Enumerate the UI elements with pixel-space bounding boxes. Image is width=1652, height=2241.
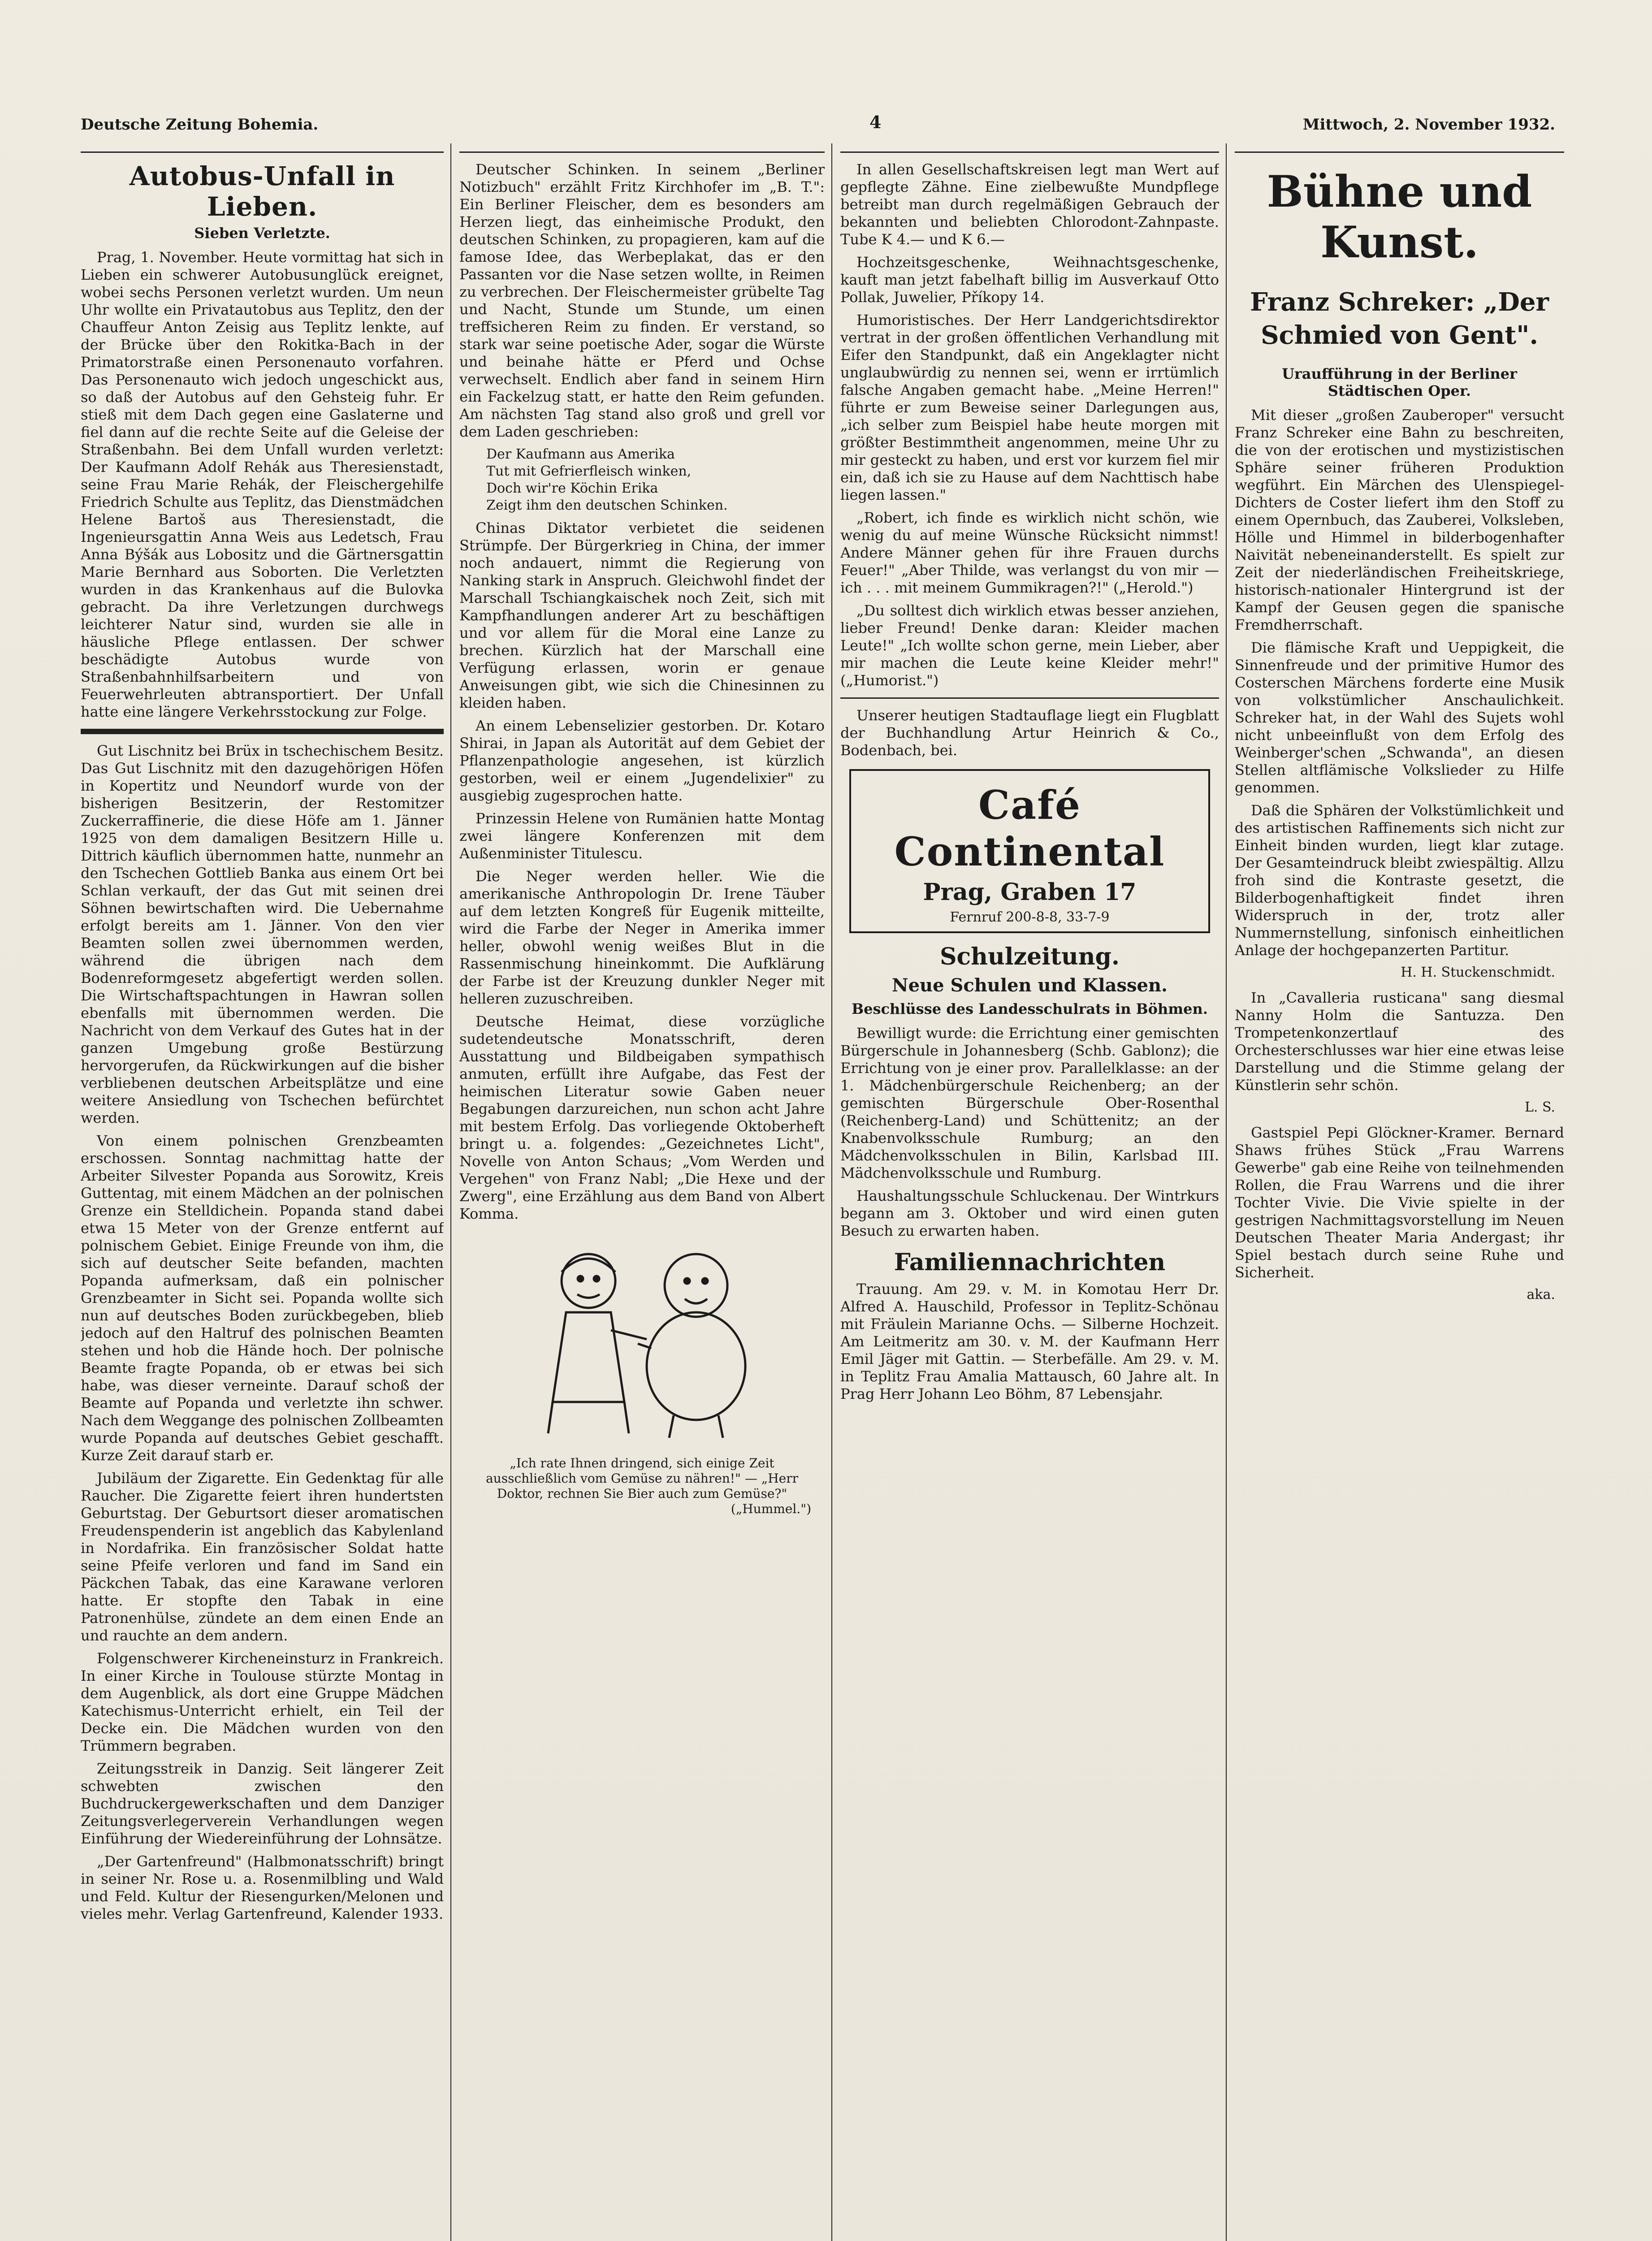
verse: Der Kaufmann aus Amerika Tut mit Gefrierfleisch winken, Doch wir're Köchin Erika Zeigt ihm den deutschen Schinken. xyxy=(486,446,728,513)
top-rule xyxy=(1235,151,1564,153)
author-signature: L. S. xyxy=(1524,1099,1555,1115)
article-body: Zeitungsstreik in Danzig. Seit längerer Zeit schwebten zwischen den Buchdruckergewerkschaften und dem Danziger Zeitungsverlegerverein Verhandlungen wegen Einführung der Wiedereinführung der Lohnsätze. xyxy=(81,1760,444,1847)
cartoon-illustration xyxy=(503,1232,781,1447)
column-rule xyxy=(450,143,451,2241)
article-body: Deutscher Schinken. In seinem „Berliner Notizbuch" erzählt Fritz Kirchhofer im „B. T.": Ein Berliner Fleischer, dem es besonders am Herzen liegt, das einheimische Produkt, den deutschen Schinken, zu propagieren, kam auf die famose Idee, das Werbeplakat, das er den Passanten vor die Nase setzen wollte, in Reimen zu verbrechen. Der Fleischermeister grübelte Tag und Nacht, Stunde um Stunde, um einen treffsicheren Reim zu finden. Er verstand, so stark war seine poetische Ader, sogar die Würste und beinahe hätte er Pferd und Ochse verwechselt. Endlich aber fand in seinem Hirn ein Fackelzug statt, er hatte den Reim gefunden. Am nächsten Tag stand also groß und grell vor dem Laden geschrieben: xyxy=(459,161,825,440)
column-rule xyxy=(831,143,832,2241)
column-2 xyxy=(459,143,825,2241)
author-signature: H. H. Stuckenschmidt. xyxy=(1401,965,1555,980)
cafe-advertisement xyxy=(849,769,1210,933)
column-rule xyxy=(1226,143,1227,2241)
review-subtitle: Uraufführung in der Berliner Städtischen Oper. xyxy=(1282,365,1517,399)
article-body: Trauung. Am 29. v. M. in Komotau Herr Dr. Alfred A. Hauschild, Professor in Teplitz-Schönau mit Fräulein Marianne Ochs. — Silberne Hochzeit. Am Leitmeritz am 30. v. M. der Kaufmann Herr Emil Jäger mit Gattin. — Sterbefälle. Am 29. v. M. in Teplitz Frau Amalia Mattausch, 60 Jahre alt. In Prag Herr Johann Leo Böhm, 87 Lebensjahr. xyxy=(840,1281,1219,1402)
column-3 xyxy=(840,143,1219,2241)
article-body: An einem Lebenselizier gestorben. Dr. Kotaro Shirai, in Japan als Autorität auf dem Gebiet der Pflanzenpathologie angesehen, ist kürzlich gestorben, weil er einem „Jugendelixier" zu ausgiebig zugesprochen hatte. xyxy=(459,717,825,804)
advert-text: In allen Gesellschaftskreisen legt man Wert auf gepflegte Zähne. Eine zielbewußte Mundpflege betreibt man durch regelmäßigen Gebrauch der bekannten und beliebten Chlorodont-Zahnpaste. Tube K 4.— und K 6.— xyxy=(840,161,1219,248)
article-body: Bewilligt wurde: die Errichtung einer gemischten Bürgerschule in Johannesberg (Schb. Gablonz); die Errichtung von je einer prov. Parallelklasse: an der 1. Mädchenbürgerschule Reichenberg; an der gemischten Bürgerschule Ober-Rosenthal (Reichenberg-Land) und Schüttenitz; an der Knabenvolksschule Rumburg; an den Mädchenvolksschulen in Bilin, Karlsbad III. Mädchenvolksschule und Rumburg. xyxy=(840,1025,1219,1181)
review-title: Franz Schreker: „Der Schmied von Gent". xyxy=(1250,287,1549,350)
cartoon-source: („Hummel.") xyxy=(731,1501,811,1516)
article-body: Folgenschwerer Kircheneinsturz in Frankreich. In einer Kirche in Toulouse stürzte Montag in dem Augenblick, als dort eine Gruppe Mädchen Katechismus-Unterricht erhielt, ein Teil der Decke ein. Die Mädchen wurden von den Trümmern begraben. xyxy=(81,1650,444,1754)
top-rule xyxy=(840,151,1219,153)
advert-street: Prag, Graben 17 xyxy=(923,878,1137,906)
section-divider xyxy=(840,697,1219,699)
article-body: Deutsche Heimat, diese vorzügliche sudetendeutsche Monatsschrift, deren Ausstattung und Bildbeigaben sympathisch anmuten, erfüllt ihre Aufgabe, das Fest der heimischen Literatur sowie Gaben neuer Begabungen darzureichen, nun schon acht Jahre mit bestem Erfolg. Das vorliegende Oktoberheft bringt u. a. folgendes: „Gezeichnetes Licht", Novelle von Anton Schaus; „Vom Werden und Vergehen" von Franz Nabl; „Die Hexe und der Zwerg", eine Erzählung aus dem Band von Albert Komma. xyxy=(459,1013,825,1222)
column-4 xyxy=(1235,143,1564,2241)
section-note: Beschlüsse des Landesschulrats in Böhmen. xyxy=(852,1000,1208,1017)
article-body: „Robert, ich finde es wirklich nicht schön, wie wenig du auf meine Wünsche Rücksicht nimmst! Andere Männer gehen für ihre Frauen durchs Feuer!" „Aber Thilde, was verlangst du von mir — ich . . . mit meinem Gummikragen?!" („Herold.") xyxy=(840,509,1219,596)
section-heading: Familiennachrichten xyxy=(894,1249,1166,1276)
article-body: „Du solltest dich wirklich etwas besser anziehen, lieber Freund! Denke daran: Kleider machen Leute!" „Ich wollte schon gerne, mein Lieber, aber mir machen die Leute keine Kleider mehr!" („Humorist.") xyxy=(840,602,1219,689)
article-body: Die flämische Kraft und Ueppigkeit, die Sinnenfreude und der primitive Humor des Costerschen Märchens forderte eine Musik von volkstümlicher Anschaulichkeit. Schreker hat, in der Wahl des Sujets wohl nicht unbeeinflußt von dem Erfolg des Weinberger'schen „Schwanda", an diesen Stellen altflämische Volkslieder zu Hilfe genommen. xyxy=(1235,639,1564,796)
article-body: Daß die Sphären der Volkstümlichkeit und des artistischen Raffinements sich nicht zur Einheit binden wurden, liegt klar zutage. Der Gesamteindruck bleibt zwiespältig. Allzu froh sind die Kontraste gesetzt, die Bilderbogenhaftigkeit findet ihren Widerspruch in der, trotz aller Nummernstellung, sinfonisch einheitlichen Anlage der hochgepanzerten Partitur. xyxy=(1235,802,1564,959)
article-body: In „Cavalleria rusticana" sang diesmal Nanny Holm die Santuzza. Den Trompetenkonzertlauf des Orchesterschlusses war hier eine etwas leise Darstellung und die Stimme gelang der Künstlerin sehr schön. xyxy=(1235,989,1564,1094)
notice-text: Unserer heutigen Stadtauflage liegt ein Flugblatt der Buchhandlung Artur Heinrich & Co., Bodenbach, bei. xyxy=(840,707,1219,759)
column-1 xyxy=(81,143,444,2241)
section-title: Bühne und Kunst. xyxy=(1267,166,1532,268)
article-body: Haushaltungsschule Schluckenau. Der Wintrkurs begann am 3. Oktober und wird einen guten Besuch zu erwarten haben. xyxy=(840,1187,1219,1239)
advert-text: Hochzeitsgeschenke, Weihnachtsgeschenke, kauft man jetzt fabelhaft billig im Ausverkauf Otto Pollak, Juwelier, Příkopy 14. xyxy=(840,254,1219,306)
article-title: Autobus-Unfall in Lieben. xyxy=(129,161,395,222)
article-body: Prinzessin Helene von Rumänien hatte Montag zwei längere Konferenzen mit dem Außenminister Titulescu. xyxy=(459,810,825,862)
article-body: Mit dieser „großen Zauberoper" versucht Franz Schreker eine Bahn zu beschreiten, die von der erotischen und mystizistischen Sphäre seiner früheren Produktion wegführt. Ein Märchen des Ulenspiegel-Dichters de Coster liefert ihm den Stoff zu einem Opernbuch, das Zauberei, Volksleben, Hölle und Himmel in bilderbogenhafter Naivität nebeneinanderstellt. Es spielt zur Zeit der niederländischen Freiheitskriege, historisch-nationaler Hintergrund ist der Kampf der Geusen gegen die spanische Fremdherrschaft. xyxy=(1235,407,1564,633)
top-rule xyxy=(81,151,444,153)
section-heading: Schulzeitung. xyxy=(939,943,1120,970)
article-body: Gut Lischnitz bei Brüx in tschechischem Besitz. Das Gut Lischnitz mit den dazugehörigen Höfen in Kopertitz und Neundorf wurde von der bisherigen Besitzerin, der Restomitzer Zuckerraffinerie, die diese Höfe am 1. Jänner 1925 von dem damaligen Besitzern Hille u. Dittrich käuflich übernommen hatte, nunmehr an den Tschechen Gottlieb Banka aus einem Ort bei Schlan verkauft, der das Gut mit seinen drei Söhnen bewirtschaften wird. Die Uebernahme erfolgt bereits am 1. Jänner. Von den vier Beamten sollen zwei übernommen werden, während die übrigen nach dem Bodenreformgesetz abgefertigt werden sollen. Die Wirtschaftspachtungen in Hawran sollen ebenfalls mit übernommen werden. Die Nachricht von dem Verkauf des Gutes hat in der ganzen Umgebung große Bestürzung hervorgerufen, da Rückwirkungen auf die bisher verbliebenen deutschen Arbeitsplätze und eine weitere Ansiedlung von Tschechen befürchtet werden. xyxy=(81,742,444,1126)
section-divider xyxy=(81,729,444,734)
article-body: Prag, 1. November. Heute vormittag hat sich in Lieben ein schwerer Autobusunglück ereignet, wobei sechs Personen verletzt wurden. Um neun Uhr wollte ein Privatautobus aus Teplitz, den der Chauffeur Anton Zeisig aus Teplitz lenkte, auf der Brücke über den Rokitka-Bach in der Primatorstraße einen Personenauto vorfahren. Das Personenauto wich jedoch ungeschickt aus, so daß der Autobus auf den Gehsteig fuhr. Er stieß mit dem Dach gegen eine Gaslaterne und fiel dann auf die rechte Seite auf die Geleise der Straßenbahn. Bei dem Unfall wurden verletzt: Der Kaufmann Adolf Rehák aus Theresienstadt, seine Frau Marie Rehák, der Fleischergehilfe Friedrich Schulte aus Teplitz, das Dienstmädchen Helene Bartoš aus Theresienstadt, die Ingenieursgattin Anna Weis aus Ledetsch, Frau Anna Býšák aus Lobositz und die Gärtnersgattin Marie Bernhard aus Soborten. Die Verletzten wurden in das Krankenhaus auf die Bulovka gebracht. Da ihre Verletzungen durchwegs leichterer Natur sind, wurden sie alle in häusliche Pflege entlassen. Der schwer beschädigte Autobus wurde von Straßenbahnhilfsarbeitern und von Feuerwehrleuten abtransportiert. Der Unfall hatte eine längere Verkehrsstockung zur Folge. xyxy=(81,249,444,720)
cartoon-caption: „Ich rate Ihnen dringend, sich einige Zeit ausschließlich vom Gemüse zu nähren!" — „Herr Doktor, rechnen Sie Bier auch zum Gemüse?" xyxy=(485,1456,798,1501)
article-body: Von einem polnischen Grenzbeamten erschossen. Sonntag nachmittag hatte der Arbeiter Silvester Popanda aus Sorowitz, Kreis Guttentag, mit einem Mädchen an der polnischen Grenze ein Stelldichein. Popanda stand dabei etwa 15 Meter von der Grenze entfernt auf polnischem Gebiet. Einige Freunde von ihm, die sich auf deutscher Seite befanden, machten Popanda aufmerksam, daß ein polnischer Grenzbeamter in Sicht sei. Popanda wollte sich nun auf deutsches Boden zurückbegeben, blieb jedoch auf den Haltruf des polnischen Beamten stehen und hob die Hände hoch. Der polnische Beamte fragte Popanda, ob er etwas bei sich habe, was dieser verneinte. Darauf schoß der Beamte auf Popanda und verletzte ihn schwer. Nach dem Weggange des polnischen Zollbeamten wurde Popanda auf deutsches Gebiet geschafft. Kurze Zeit darauf starb er. xyxy=(81,1132,444,1464)
article-body: Chinas Diktator verbietet die seidenen Strümpfe. Der Bürgerkrieg in China, der immer noch andauert, nimmt die Regierung von Nanking stark in Anspruch. Gleichwohl findet der Marschall Tschiangkaischek noch Zeit, sich mit Kampfhandlungen anderer Art zu beschäftigen und vor allem für die Moral eine Lanze zu brechen. Kürzlich hat der Marschall eine Verfügung erlassen, worin er genaue Anweisungen gibt, wie sich die Chinesinnen zu kleiden haben. xyxy=(459,519,825,711)
page-number: 4 xyxy=(869,112,882,132)
article-subtitle: Sieben Verletzte. xyxy=(194,225,330,242)
issue-date: Mittwoch, 2. November 1932. xyxy=(1302,116,1555,134)
article-body: „Der Gartenfreund" (Halbmonatsschrift) bringt in seiner Nr. Rose u. a. Rosenmilbling und Wald und Feld. Kultur der Riesengurken/Melonen und vieles mehr. Verlag Gartenfreund, Kalender 1933. xyxy=(81,1853,444,1922)
article-body: Humoristisches. Der Herr Landgerichtsdirektor vertrat in der großen öffentlichen Verhandlung mit Eifer den Standpunkt, daß ein Angeklagter nicht unglaubwürdig zu nennen sei, wenn er irrtümlich falsche Angaben gemacht habe. „Meine Herren!" führte er zum Beweise seiner Darlegungen aus, „ich selber zum Beispiel habe heute morgen mit größter Bestimmtheit angenommen, meine Uhr zu mir gesteckt zu haben, und erst vor kurzem fiel mir ein, daß ich sie zu Hause auf dem Nachttisch habe liegen lassen." xyxy=(840,311,1219,503)
article-body: Die Neger werden heller. Wie die amerikanische Anthropologin Dr. Irene Täuber auf dem letzten Kongreß für Eugenik mitteilte, wird die Farbe der Neger in Amerika immer heller, obwohl wenig weißes Blut in die Rassenmischung hineinkommt. Die Aufklärung der Farbe ist der Kreuzung dunkler Neger mit helleren zuzuschreiben. xyxy=(459,868,825,1007)
top-rule xyxy=(459,151,825,153)
advert-phone: Fernruf 200-8-8, 33-7-9 xyxy=(950,909,1110,925)
advert-name: Café Continental xyxy=(894,782,1165,875)
author-signature: aka. xyxy=(1527,1287,1555,1302)
article-body: Gastspiel Pepi Glöckner-Kramer. Bernard Shaws frühes Stück „Frau Warrens Gewerbe" gab eine Reihe von teilnehmenden Rollen, die Frau Warrens und die ihrer Tochter Vivie. Die Vivie spielte in der gestrigen Nachmittagsvorstellung im Neuen Deutschen Theater Maria Andergast; ihr Spiel bestach durch seine Ruhe und Sicherheit. xyxy=(1235,1124,1564,1281)
running-head xyxy=(81,112,1555,143)
article-body: Jubiläum der Zigarette. Ein Gedenktag für alle Raucher. Die Zigarette feiert ihren hundertsten Geburtstag. Der Geburtsort dieser aromatischen Freudenspenderin ist angeblich das Kabylenland in Nordafrika. Ein französischer Soldat hatte seine Pfeife verloren und fand im Sand ein Päckchen Tabak, das eine Karawane verloren hatte. Er stopfte den Tabak in eine Patronenhülse, zündete an dem einen Ende an und rauchte an dem andern. xyxy=(81,1470,444,1644)
masthead-title: Deutsche Zeitung Bohemia. xyxy=(81,116,319,134)
section-subheading: Neue Schulen und Klassen. xyxy=(892,975,1168,996)
